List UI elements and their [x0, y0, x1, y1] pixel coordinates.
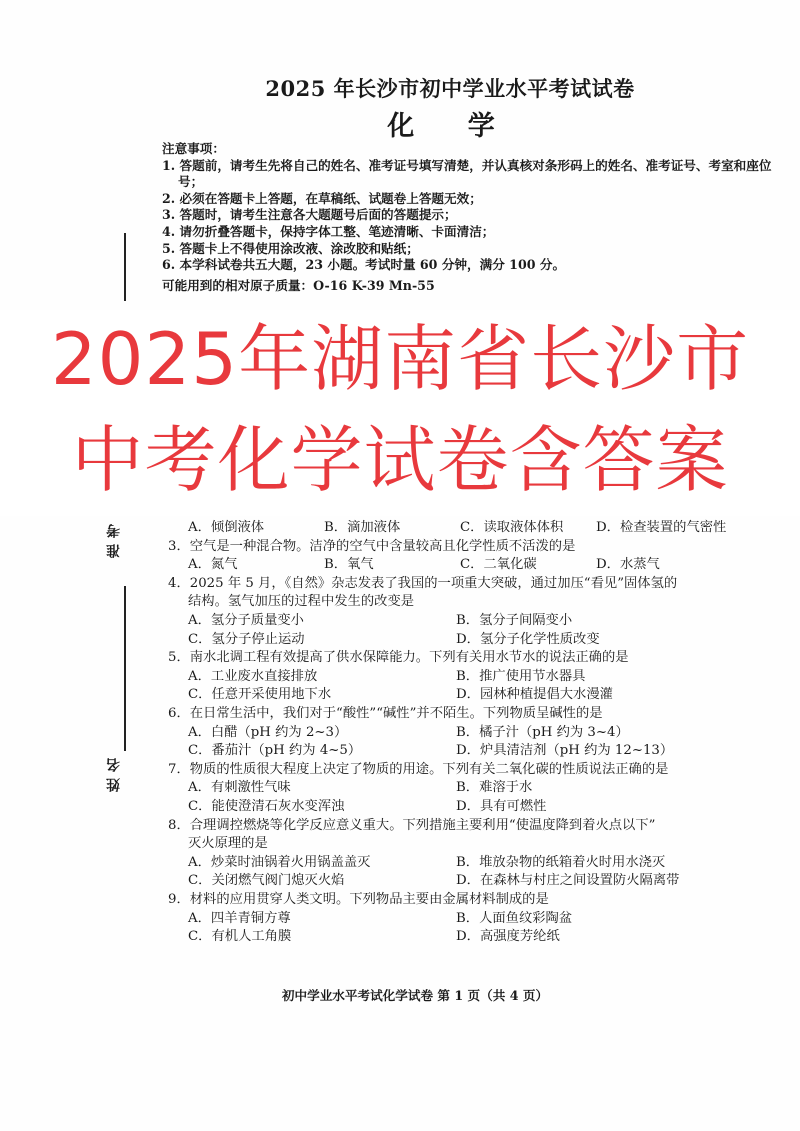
- instruction-item: 4. 请勿折叠答题卡，保持字体工整、笔迹清晰、卡面清洁；: [162, 223, 495, 239]
- option: B．氧气: [324, 557, 374, 573]
- option: A．四羊青铜方尊: [188, 910, 291, 926]
- exam-title: 2025 年长沙市初中学业水平考试试卷: [265, 76, 635, 101]
- instruction-item: 1. 答题前，请考生先将自己的姓名、准考证号填写清楚，并认真核对条形码上的姓名、准考证号、考室和座位号；: [162, 157, 772, 190]
- margin-line: [124, 586, 126, 751]
- option: B．推广使用节水器具: [456, 668, 586, 684]
- q3-stem: 3．空气是一种混合物。洁净的空气中含量较高且化学性质不活泼的是: [168, 538, 576, 554]
- option: A．炒菜时油锅着火用锅盖盖灭: [188, 854, 371, 870]
- q4-options: [168, 612, 768, 631]
- option: D．高强度芳纶纸: [456, 929, 560, 945]
- banner-line-2: 中考化学试卷含答案: [0, 408, 800, 516]
- q9-options: [168, 928, 768, 947]
- q4-stem: 4．2025 年 5 月，《自然》杂志发表了我国的一项重大突破，通过加压“看见”固体氢的: [168, 575, 678, 591]
- option: C．氢分子停止运动: [188, 631, 305, 647]
- option: D．水蒸气: [596, 557, 660, 573]
- option: B．难溶于水: [456, 780, 533, 796]
- q8-stem: 8．合理调控燃烧等化学反应意义重大。下列措施主要利用“使温度降到着火点以下”: [168, 817, 656, 833]
- option: D．炉具清洁剂（pH 约为 12~13）: [456, 743, 674, 759]
- option: C．二氧化碳: [460, 557, 537, 573]
- option: B．滴加液体: [324, 520, 401, 536]
- option: A．有刺激性气味: [188, 780, 291, 796]
- instruction-item: 3. 答题时，请考生注意各大题题号后面的答题提示；: [162, 207, 457, 223]
- q9-stem: 9．材料的应用贯穿人类文明。下列物品主要由金属材料制成的是: [168, 891, 549, 907]
- q5-stem: 5．南水北调工程有效提高了供水保障能力。下列有关用水节水的说法正确的是: [168, 650, 629, 666]
- option: C．读取液体体积: [460, 520, 564, 536]
- q3-options: [168, 556, 768, 575]
- option: A．白醋（pH 约为 2~3）: [188, 724, 348, 740]
- q6-stem: 6．在日常生活中，我们对于“酸性”“碱性”并不陌生。下列物质呈碱性的是: [168, 706, 603, 722]
- atomic-mass-note: 可能用到的相对原子质量：O-16 K-39 Mn-55: [162, 277, 435, 293]
- q8-options: [168, 854, 768, 873]
- option: A．氮气: [188, 557, 238, 573]
- q5-options: [168, 668, 768, 687]
- option: B．堆放杂物的纸箱着火时用水浇灭: [456, 854, 666, 870]
- q7-options: [168, 798, 768, 817]
- option: C．关闭燃气阀门熄灭火焰: [188, 873, 345, 889]
- option: C．能使澄清石灰水变浑浊: [188, 799, 345, 814]
- q6-options: [168, 724, 768, 743]
- q4-options: [168, 631, 768, 650]
- option: D．检查装置的气密性: [596, 520, 727, 536]
- margin-label-exam-number: 准考: [106, 518, 122, 558]
- instruction-item: 2. 必须在答题卡上答题，在草稿纸、试题卷上答题无效；: [162, 190, 482, 206]
- q8-stem-cont: 灭火原理的是: [188, 836, 268, 852]
- q5-options: [168, 686, 768, 705]
- option: D．园林种植提倡大水漫灌: [456, 687, 613, 703]
- instruction-item: 6. 本学科试卷共五大题，23 小题。考试时量 60 分钟，满分 100 分。: [162, 257, 566, 273]
- instruction-item: 5. 答题卡上不得使用涂改液、涂改胶和贴纸；: [162, 240, 419, 256]
- instructions-heading: 注意事项：: [162, 141, 225, 156]
- option: D．氢分子化学性质改变: [456, 631, 600, 647]
- margin-label-name: 姓名: [106, 752, 122, 792]
- q8-options: [168, 872, 768, 891]
- banner-line-1: 2025年湖南省长沙市: [0, 310, 800, 408]
- subject-title: 化 学: [387, 111, 517, 142]
- option: D．具有可燃性: [456, 799, 547, 814]
- q2-options: [168, 519, 768, 538]
- q9-options: [168, 909, 768, 928]
- option: C．有机人工角膜: [188, 929, 292, 945]
- margin-line: [124, 233, 126, 301]
- option: C．任意开采使用地下水: [188, 687, 332, 703]
- option: A．氢分子质量变小: [188, 613, 304, 629]
- option: A．倾倒液体: [188, 520, 265, 536]
- q7-stem: 7．物质的性质很大程度上决定了物质的用途。下列有关二氧化碳的性质说法正确的是: [168, 761, 669, 777]
- option: C．番茄汁（pH 约为 4~5）: [188, 743, 362, 759]
- instructions: [162, 141, 772, 294]
- q6-options: [168, 742, 768, 761]
- option: B．氢分子间隔变小: [456, 613, 573, 629]
- q7-options: [168, 779, 768, 798]
- page-footer: 初中学业水平考试化学试卷 第 1 页（共 4 页）: [281, 988, 549, 1003]
- q4-stem-cont: 结构。氢气加压的过程中发生的改变是: [188, 594, 415, 610]
- question-list: [168, 519, 768, 947]
- option: A．工业废水直接排放: [188, 668, 318, 684]
- option: B．橘子汁（pH 约为 3~4）: [456, 724, 629, 740]
- option: D．在森林与村庄之间设置防火隔离带: [456, 873, 680, 889]
- option: B．人面鱼纹彩陶盆: [456, 910, 573, 926]
